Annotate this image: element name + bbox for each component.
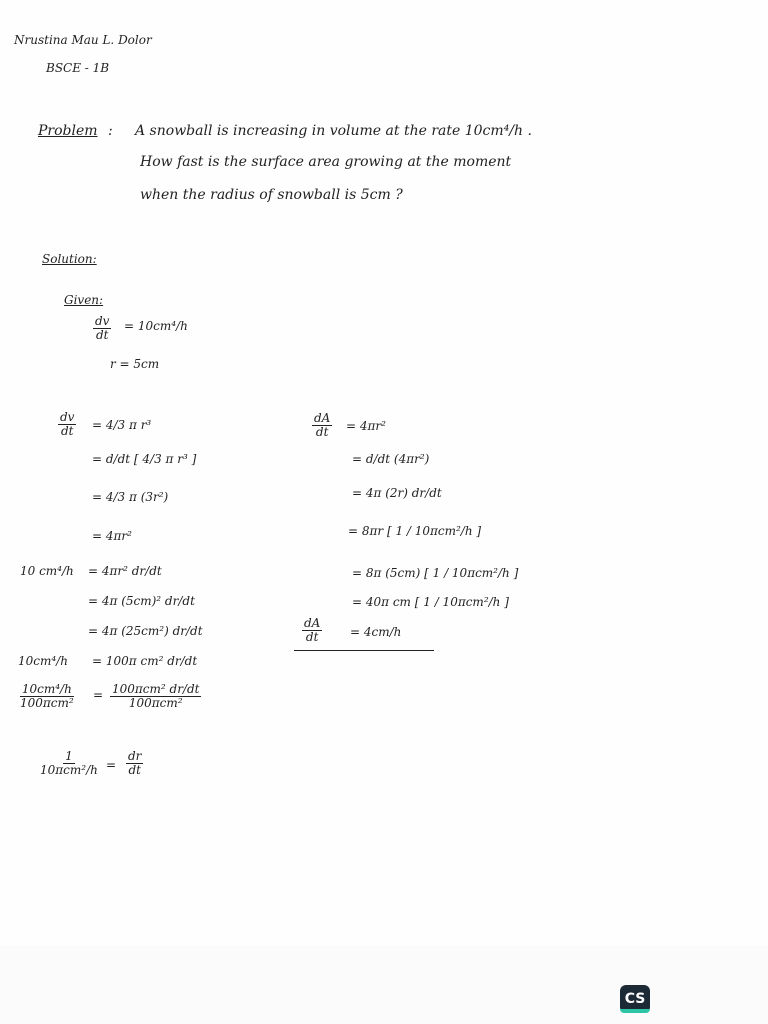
notebook-page: Nrustina Mau L. Dolor BSCE - 1B Problem : A snowball is increasing in volume at the rate 10cm⁴/h . How fast is the surface area growing at the moment when the radius of snowball is 5cm ? Solution: Given: $\frac{dv}{dt}$ = 10cm⁴/h r = 5cm $\frac{dv}{dt}$ = 4/3 π r³ = d/dt [ 4/3 π r³ ] = 4/3 π (3r²) = 4πr² 10 cm⁴/h = 4πr² dr/dt = 4π (5cm)² dr/dt = 4π (25cm²) dr/dt 10cm⁴/h = 100π cm² dr/dt 10cm⁴/h 100πcm² = 100πcm² dr/dt 100πcm² 1 10πcm²/h = $\frac{dr}{dt}$ $\frac{dA}{dt}$ = 4πr² = d/dt (4πr²) = 4π (2r) dr/dt = 8πr [ 1 / 10πcm²/h ] = 8π (5cm) [ 1 / 10πcm²/h ] = 40π cm [ 1 / 10πcm²/h ] $\frac{dA}{dt}$ = 4cm/h [0, 0, 768, 945]
student-name: Nrustina Mau L. Dolor [14, 33, 152, 47]
left-line-5-lhs: 10 cm⁴/h [20, 564, 74, 578]
left-line-10-rhs: $\frac{dr}{dt}$ [128, 749, 142, 778]
camscanner-logo: CS [620, 985, 650, 1013]
left-line-10-lhs: 1 10πcm²/h [40, 749, 98, 778]
right-final-answer: = 4cm/h [350, 625, 402, 639]
problem-label: Problem [38, 123, 98, 139]
right-line-2: = d/dt (4πr²) [352, 452, 430, 466]
solution-label: Solution: [42, 252, 97, 266]
left-line-9-rhs: 100πcm² dr/dt 100πcm² [112, 682, 200, 711]
problem-line-1: A snowball is increasing in volume at the rate 10cm⁴/h . [135, 123, 532, 139]
left-line-1: = 4/3 π r³ [92, 418, 152, 432]
right-line-3: = 4π (2r) dr/dt [352, 486, 442, 500]
right-line-4: = 8πr [ 1 / 10πcm²/h ] [348, 524, 482, 538]
given-rate-fraction: $\frac{dv}{dt}$ [95, 314, 110, 343]
left-line-8-lhs: 10cm⁴/h [18, 654, 68, 668]
right-line-6: = 40π cm [ 1 / 10πcm²/h ] [352, 595, 509, 609]
left-line-9-lhs: 10cm⁴/h 100πcm² [20, 682, 74, 711]
right-dAdt-fraction: $\frac{dA}{dt}$ [314, 411, 331, 440]
left-line-2: = d/dt [ 4/3 π r³ ] [92, 452, 197, 466]
given-radius: r = 5cm [110, 357, 160, 371]
problem-line-3: when the radius of snowball is 5cm ? [140, 187, 403, 203]
left-line-7: = 4π (25cm²) dr/dt [88, 624, 203, 638]
left-dvdt-fraction: $\frac{dv}{dt}$ [60, 410, 75, 439]
right-final-fraction: $\frac{dA}{dt}$ [304, 616, 321, 645]
given-rate-value: = 10cm⁴/h [124, 319, 188, 333]
left-line-3: = 4/3 π (3r²) [92, 490, 169, 504]
problem-line-2: How fast is the surface area growing at the moment [140, 154, 512, 170]
final-answer-underline [294, 650, 434, 651]
student-section: BSCE - 1B [46, 61, 110, 75]
left-line-5-rhs: = 4πr² dr/dt [88, 564, 162, 578]
left-line-6: = 4π (5cm)² dr/dt [88, 594, 195, 608]
left-line-8-rhs: = 100π cm² dr/dt [92, 654, 198, 668]
left-line-4: = 4πr² [92, 529, 132, 543]
right-line-1: = 4πr² [346, 419, 386, 433]
given-label: Given: [64, 293, 104, 307]
right-line-5: = 8π (5cm) [ 1 / 10πcm²/h ] [352, 566, 519, 580]
